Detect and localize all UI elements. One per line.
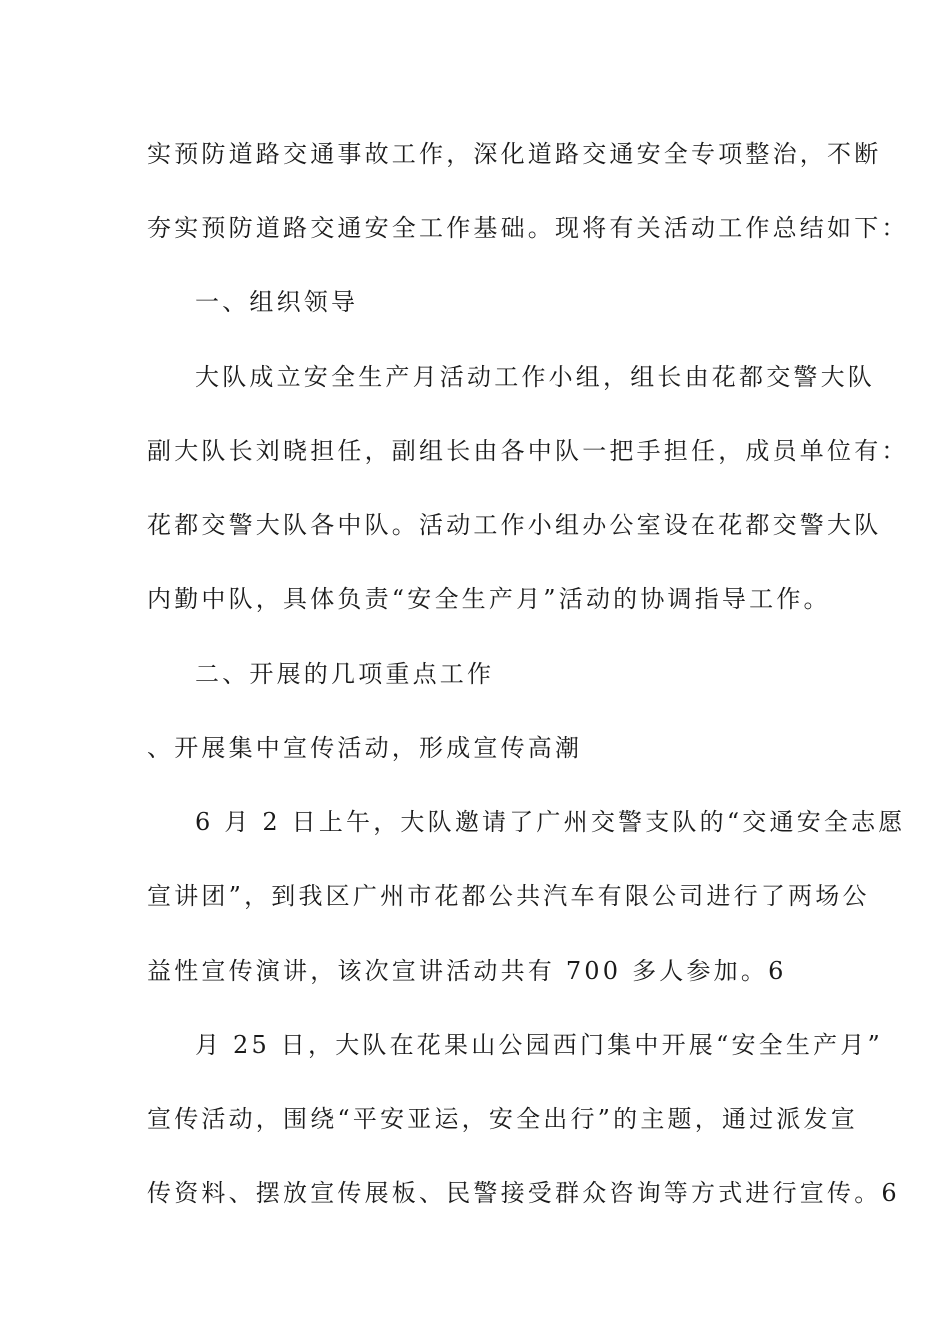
body-text-line: 副大队长刘晓担任，副组长由各中队一把手担任，成员单位有： [147,437,909,465]
body-text-line: 传资料、摆放宣传展板、民警接受群众咨询等方式进行宣传。6 [147,1179,900,1207]
body-text-line: 宣讲团”，到我区广州市花都公共汽车有限公司进行了两场公 [147,882,870,910]
body-text-line: 益性宣传演讲，该次宣讲活动共有 700 多人参加。6 [147,957,787,985]
paragraph-first-line: 月 25 日，大队在花果山公园西门集中开展“安全生产月” [195,1031,883,1059]
body-text-line: 实预防道路交通事故工作，深化道路交通安全专项整治，不断 [147,140,882,168]
body-text-line: 内勤中队，具体负责“安全生产月”活动的协调指导工作。 [147,585,831,613]
paragraph-first-line: 大队成立安全生产月活动工作小组，组长由花都交警大队 [195,363,875,391]
section-heading: 二、开展的几项重点工作 [195,660,495,688]
body-text-line: 花都交警大队各中队。活动工作小组办公室设在花都交警大队 [147,511,882,539]
subsection-heading: 、开展集中宣传活动，形成宣传高潮 [147,734,583,762]
body-text-line: 宣传活动，围绕“平安亚运，安全出行”的主题，通过派发宣 [147,1105,858,1133]
section-heading: 一、组织领导 [195,288,359,316]
paragraph-first-line: 6 月 2 日上午，大队邀请了广州交警支队的“交通安全志愿 [195,808,906,836]
body-text-line: 夯实预防道路交通安全工作基础。现将有关活动工作总结如下： [147,214,909,242]
